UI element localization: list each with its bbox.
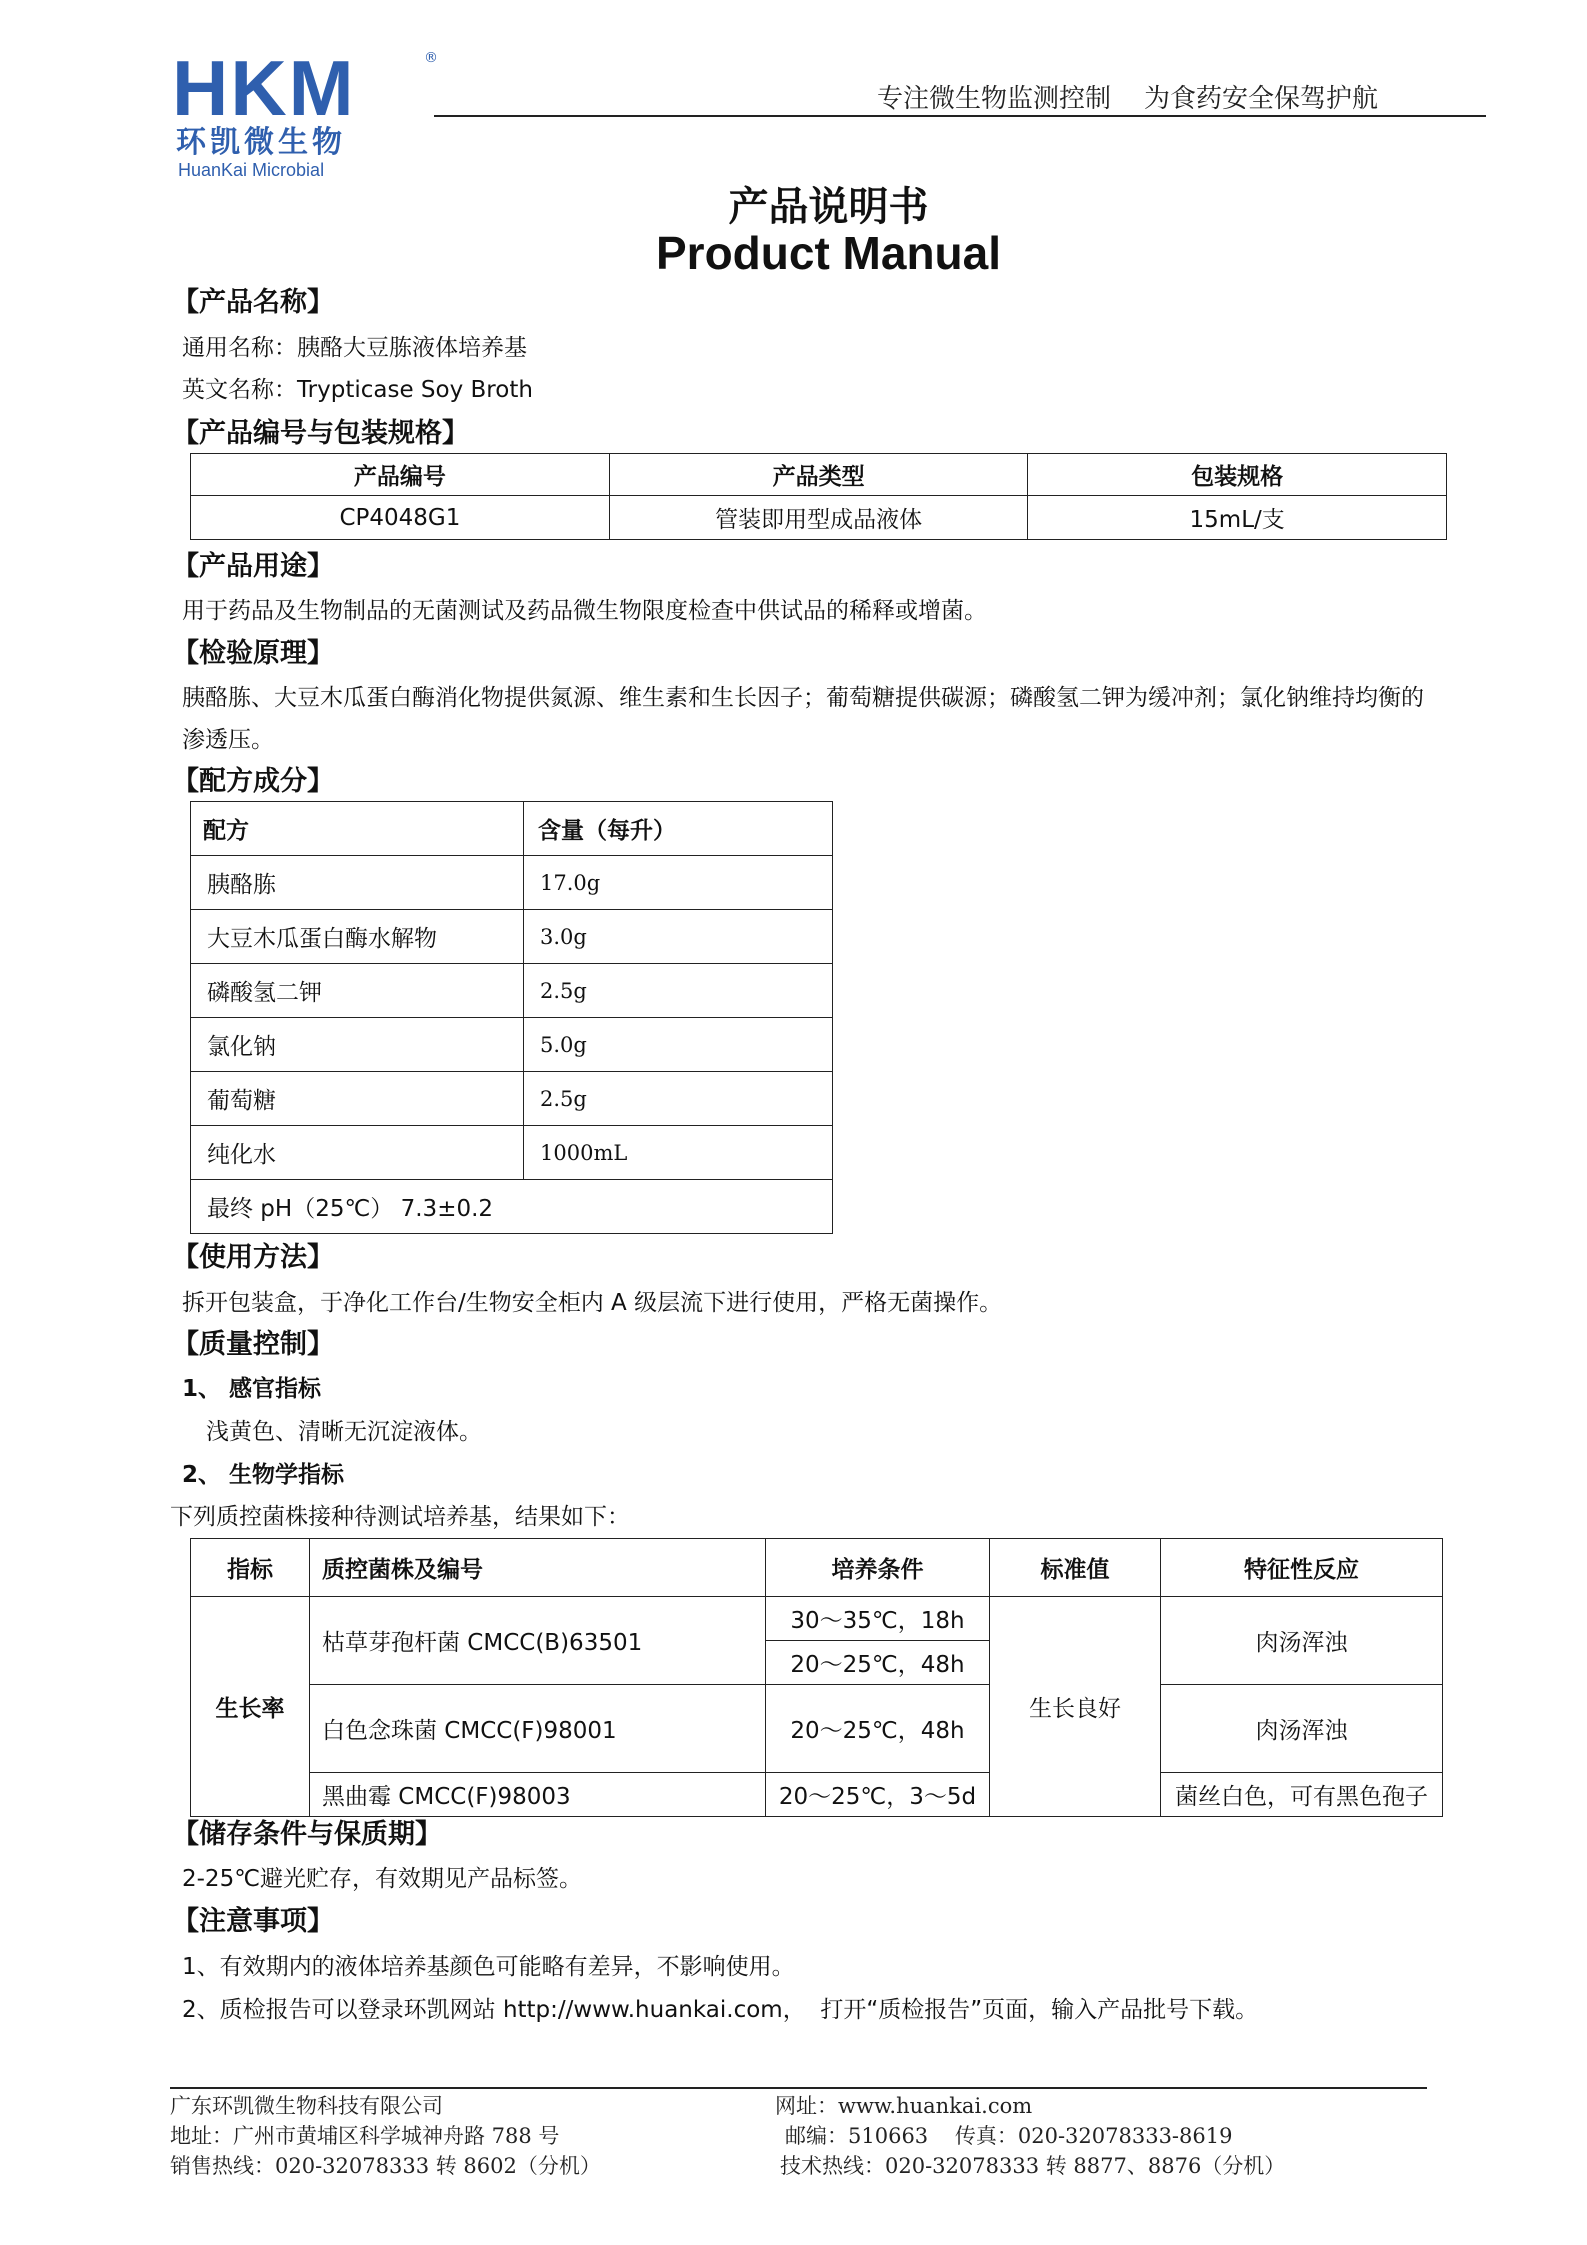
qc-header-strain: 质控菌株及编号 [310, 1539, 766, 1597]
logo-registered-mark: ® [424, 50, 438, 66]
section-formula: 【配方成分】 [172, 766, 334, 797]
principle-line-2: 渗透压。 [182, 727, 274, 753]
section-notes: 【注意事项】 [172, 1906, 334, 1937]
formula-amount: 17.0g [524, 856, 833, 910]
qc-bio-intro: 下列质控菌株接种待测试培养基，结果如下： [170, 1504, 630, 1530]
qc-bio-title: 2、 生物学指标 [182, 1462, 345, 1488]
note-item: 2、质检报告可以登录环凯网站 http://www.huankai.com， 打开“质检报告”页面，输入产品批号下载。 [182, 1997, 1259, 2023]
formula-amount: 2.5g [524, 964, 833, 1018]
qc-condition: 20～25℃，48h [766, 1685, 990, 1773]
formula-amount: 5.0g [524, 1018, 833, 1072]
footer-sales: 销售热线：020-32078333 转 8602（分机） [170, 2154, 601, 2178]
qc-strain: 白色念珠菌 CMCC(F)98001 [310, 1685, 766, 1773]
header-divider [434, 115, 1486, 117]
section-method: 【使用方法】 [172, 1242, 334, 1273]
spec-header-pack: 包装规格 [1028, 454, 1447, 496]
qc-reaction: 肉汤浑浊 [1161, 1685, 1443, 1773]
spec-header-code: 产品编号 [191, 454, 610, 496]
footer-website: 网址：www.huankai.com [775, 2094, 1033, 2118]
footer-address: 地址：广州市黄埔区科学城神舟路 788 号 [170, 2124, 560, 2148]
section-product-name: 【产品名称】 [172, 287, 334, 318]
document-title-cn: 产品说明书 [728, 184, 929, 230]
spec-type: 管装即用型成品液体 [609, 496, 1027, 540]
section-code-pack: 【产品编号与包装规格】 [172, 418, 469, 449]
formula-amount: 3.0g [524, 910, 833, 964]
formula-ingredient: 氯化钠 [191, 1018, 524, 1072]
formula-ingredient: 葡萄糖 [191, 1072, 524, 1126]
qc-header-standard: 标准值 [990, 1539, 1161, 1597]
qc-reaction: 肉汤浑浊 [1161, 1597, 1443, 1685]
qc-header-indicator: 指标 [191, 1539, 310, 1597]
logo-chinese-name: 环凯微生物 [176, 125, 346, 160]
formula-ingredient: 胰酪胨 [191, 856, 524, 910]
qc-sensory-title: 1、 感官指标 [182, 1376, 322, 1402]
formula-ingredient: 大豆木瓜蛋白酶水解物 [191, 910, 524, 964]
formula-amount: 2.5g [524, 1072, 833, 1126]
common-name: 通用名称：胰酪大豆胨液体培养基 [182, 335, 527, 361]
section-principle: 【检验原理】 [172, 638, 334, 669]
note-item: 1、有效期内的液体培养基颜色可能略有差异，不影响使用。 [182, 1954, 795, 1980]
storage-text: 2-25℃避光贮存，有效期见产品标签。 [182, 1866, 583, 1892]
qc-table [190, 1538, 1443, 1817]
spec-code: CP4048G1 [191, 496, 610, 540]
qc-header-reaction: 特征性反应 [1161, 1539, 1443, 1597]
spec-table [190, 453, 1447, 540]
qc-condition: 20～25℃，48h [766, 1641, 990, 1685]
footer-divider [170, 2087, 1427, 2089]
qc-condition: 30～35℃，18h [766, 1597, 990, 1641]
qc-strain: 黑曲霉 CMCC(F)98003 [310, 1773, 766, 1817]
formula-amount: 1000mL [524, 1126, 833, 1180]
method-text: 拆开包装盒，于净化工作台/生物安全柜内 A 级层流下进行使用，严格无菌操作。 [182, 1290, 1003, 1316]
formula-table [190, 801, 833, 1234]
formula-ingredient: 磷酸氢二钾 [191, 964, 524, 1018]
english-name: 英文名称：Trypticase Soy Broth [182, 377, 533, 403]
principle-line-1: 胰酪胨、大豆木瓜蛋白酶消化物提供氮源、维生素和生长因子；葡萄糖提供碳源；磷酸氢二钾为缓冲剂；氯化钠维持均衡的 [182, 685, 1424, 711]
use-text: 用于药品及生物制品的无菌测试及药品微生物限度检查中供试品的稀释或增菌。 [182, 598, 987, 624]
footer-tech: 技术热线：020-32078333 转 8877、8876（分机） [780, 2154, 1286, 2178]
section-storage: 【储存条件与保质期】 [172, 1819, 442, 1850]
qc-header-condition: 培养条件 [766, 1539, 990, 1597]
qc-condition: 20～25℃，3～5d [766, 1773, 990, 1817]
qc-standard: 生长良好 [990, 1597, 1161, 1817]
spec-pack: 15mL/支 [1028, 496, 1447, 540]
logo-english-name: HuanKai Microbial [178, 160, 325, 180]
qc-reaction: 菌丝白色，可有黑色孢子 [1161, 1773, 1443, 1817]
formula-ingredient: 纯化水 [191, 1126, 524, 1180]
qc-strain: 枯草芽孢杆菌 CMCC(B)63501 [310, 1597, 766, 1685]
spec-header-type: 产品类型 [609, 454, 1027, 496]
section-qc: 【质量控制】 [172, 1329, 334, 1360]
company-logo [172, 44, 438, 180]
document-title-en: Product Manual [655, 227, 1002, 279]
section-use: 【产品用途】 [172, 551, 334, 582]
footer-company: 广东环凯微生物科技有限公司 [170, 2094, 443, 2118]
formula-final-ph: 最终 pH（25℃） 7.3±0.2 [191, 1180, 833, 1234]
footer-postal-fax: 邮编：510663 传真：020-32078333-8619 [785, 2124, 1233, 2148]
formula-header-amount: 含量（每升） [524, 802, 833, 856]
formula-header-name: 配方 [191, 802, 524, 856]
qc-indicator: 生长率 [191, 1597, 310, 1817]
qc-sensory-text: 浅黄色、清晰无沉淀液体。 [206, 1419, 482, 1445]
logo-brand: HKM [172, 44, 356, 132]
header-slogan: 专注微生物监测控制 为食药安全保驾护航 [877, 84, 1379, 114]
